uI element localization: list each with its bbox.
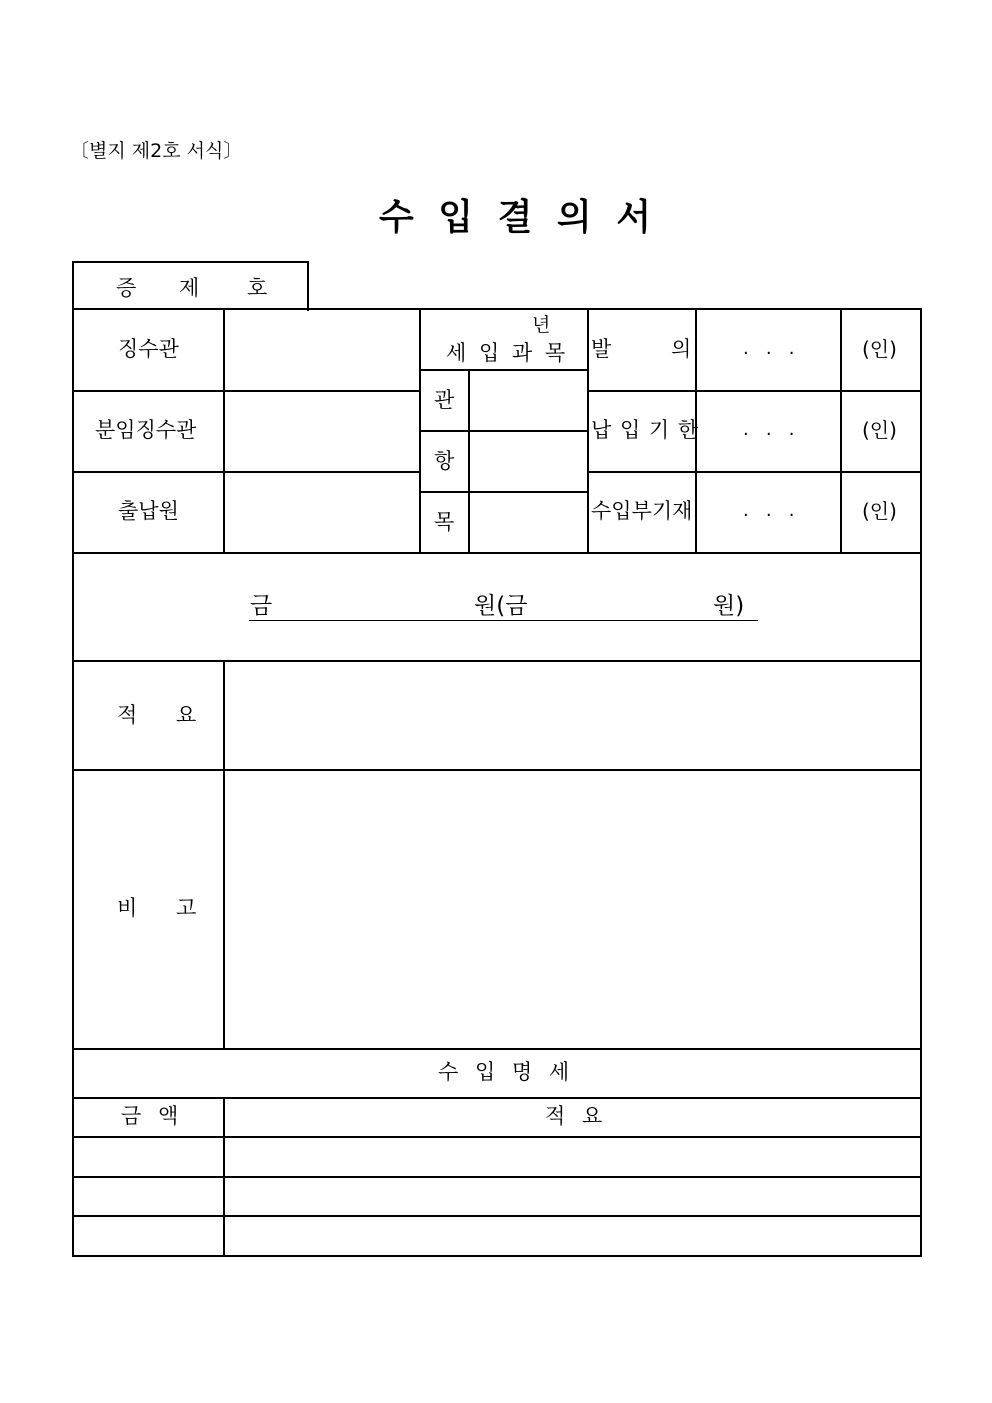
divider-line bbox=[588, 390, 922, 392]
amount-won-close: 원) bbox=[713, 593, 745, 619]
sub-collector-label: 분임징수관 bbox=[95, 418, 197, 442]
mok-field[interactable] bbox=[470, 493, 587, 552]
divider-line bbox=[72, 552, 922, 554]
due-date[interactable]: . . . bbox=[743, 419, 795, 440]
detail-summary-cell[interactable] bbox=[225, 1217, 920, 1255]
amount-field[interactable] bbox=[280, 585, 470, 619]
divider-line bbox=[840, 308, 842, 553]
amount-won-paren: 원(금 bbox=[474, 593, 528, 619]
serial-label: 증 제 bbox=[116, 276, 218, 300]
amount-korean-field[interactable] bbox=[540, 585, 710, 619]
mok-label: 목 bbox=[434, 510, 455, 534]
detail-title: 수 입 명 세 bbox=[438, 1060, 575, 1084]
issue-label-left: 발 bbox=[591, 337, 612, 361]
detail-col-amount: 금 액 bbox=[121, 1104, 184, 1128]
ledger-date[interactable]: . . . bbox=[743, 500, 795, 521]
issue-date[interactable]: . . . bbox=[743, 338, 795, 359]
amount-underline bbox=[249, 620, 758, 621]
due-seal: (인) bbox=[862, 418, 897, 442]
issue-label-right: 의 bbox=[671, 337, 692, 361]
summary-label: 적 요 bbox=[117, 703, 213, 727]
hang-field[interactable] bbox=[470, 432, 587, 491]
ledger-seal: (인) bbox=[862, 499, 897, 523]
sub-collector-field[interactable] bbox=[225, 392, 419, 471]
collector-field[interactable] bbox=[225, 310, 419, 390]
issue-seal: (인) bbox=[862, 337, 897, 361]
page-title: 수 입 결 의 서 bbox=[379, 197, 658, 238]
divider-line bbox=[419, 308, 421, 553]
detail-amount-cell[interactable] bbox=[74, 1178, 223, 1215]
detail-col-summary: 적 요 bbox=[545, 1104, 608, 1128]
detail-amount-cell[interactable] bbox=[74, 1138, 223, 1176]
amount-prefix: 금 bbox=[250, 593, 273, 619]
divider-line bbox=[588, 471, 922, 473]
year-label: 년 bbox=[532, 314, 551, 336]
hang-label: 항 bbox=[434, 449, 455, 473]
detail-summary-cell[interactable] bbox=[225, 1138, 920, 1176]
divider-line bbox=[587, 308, 589, 553]
detail-amount-cell[interactable] bbox=[74, 1217, 223, 1255]
collector-label: 징수관 bbox=[118, 337, 179, 361]
ledger-entry-label: 수입부기재 bbox=[591, 499, 693, 523]
remarks-label: 비 고 bbox=[117, 896, 213, 920]
detail-summary-cell[interactable] bbox=[225, 1178, 920, 1215]
cashier-field[interactable] bbox=[225, 473, 419, 552]
due-date-label: 납 입 기 한 bbox=[591, 418, 700, 442]
divider-line bbox=[72, 1097, 922, 1099]
summary-field[interactable] bbox=[225, 662, 920, 769]
remarks-field[interactable] bbox=[225, 771, 920, 1048]
form-number-label: 〔별지 제2호 서식〕 bbox=[70, 140, 243, 162]
cashier-label: 출납원 bbox=[118, 499, 179, 523]
divider-line bbox=[72, 1048, 922, 1050]
serial-suffix: 호 bbox=[247, 276, 268, 300]
gwan-label: 관 bbox=[434, 388, 455, 412]
gwan-field[interactable] bbox=[470, 371, 587, 430]
revenue-subject-label: 세 입 과 목 bbox=[446, 341, 569, 365]
